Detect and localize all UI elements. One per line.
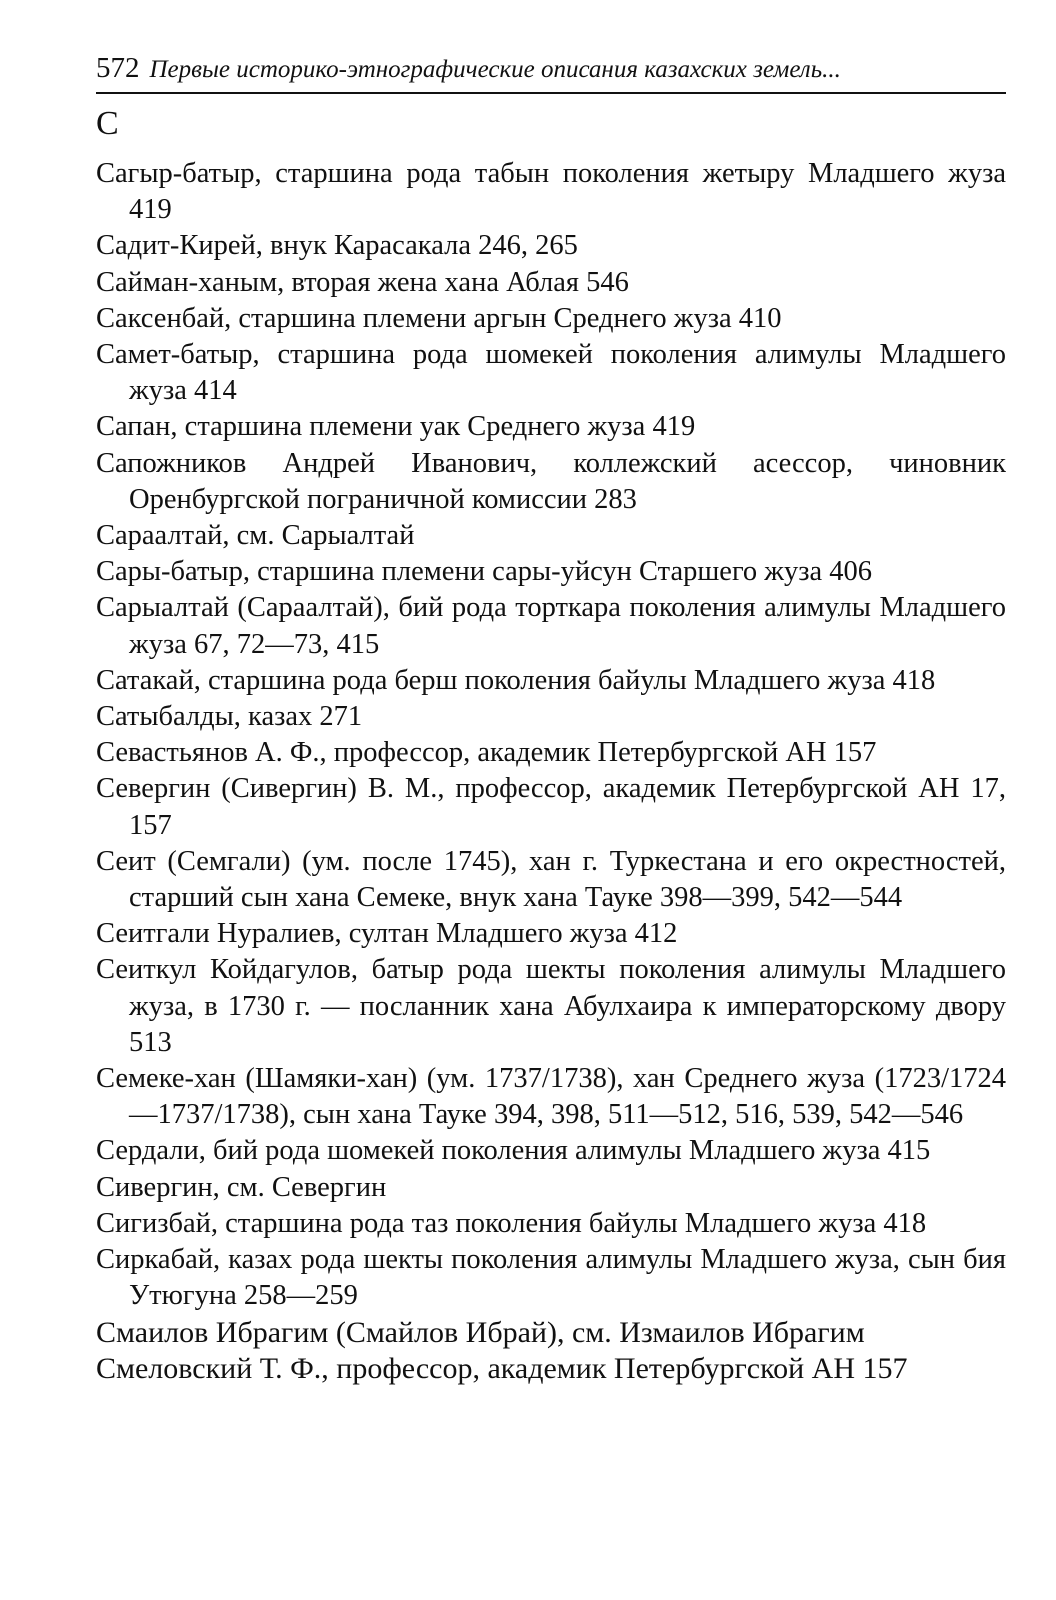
- index-entry: Самет-батыр, старшина рода шомекей поколения алимулы Младшего жуза 414: [96, 339, 1006, 407]
- running-title: Первые историко-этнографические описания казахских земель...: [149, 56, 841, 83]
- index-entry: Сайман-ханым, вторая жена хана Аблая 546: [96, 266, 629, 298]
- index-entry: Сеитгали Нуралиев, султан Младшего жуза 412: [96, 918, 678, 950]
- index-entry: Саксенбай, старшина племени аргын Среднего жуза 410: [96, 302, 782, 334]
- header-rule: [96, 92, 1006, 94]
- index-entry: Сапан, старшина племени уак Среднего жуза 419: [96, 411, 696, 443]
- index-entry: Сатыбалды, казах 271: [96, 701, 363, 733]
- running-head: [96, 50, 1006, 88]
- index-entry: Сары-батыр, старшина племени сары-уйсун Старшего жуза 406: [96, 556, 873, 588]
- index-entry: Сараалтай, см. Сарыалтай: [96, 520, 415, 552]
- index-entry: Садит-Кирей, внук Карасакала 246, 265: [96, 230, 578, 262]
- index-entry: Сердали, бий рода шомекей поколения алимулы Младшего жуза 415: [96, 1135, 931, 1167]
- index-entry: Сигизбай, старшина рода таз поколения байулы Младшего жуза 418: [96, 1207, 927, 1239]
- index-entry: Смаилов Ибрагим (Смайлов Ибрай), см. Измаилов Ибрагим: [96, 1315, 865, 1349]
- index-entry: Сагыр-батыр, старшина рода табын поколения жетыру Младшего жуза 419: [96, 158, 1006, 226]
- index-entries: [96, 156, 1006, 1387]
- index-entry: Сиркабай, казах рода шекты поколения алимулы Младшего жуза, сын бия Утюгуна 258—259: [96, 1244, 1006, 1312]
- index-entry: Сапожников Андрей Иванович, коллежский асессор, чиновник Оренбургской пограничной комиссии 283: [96, 447, 1006, 515]
- index-entry: Сивергин, см. Севергин: [96, 1171, 387, 1203]
- index-entry: Севергин (Сивергин) В. М., профессор, академик Петербургской АН 17, 157: [96, 773, 1006, 841]
- index-entry: Сеиткул Койдагулов, батыр рода шекты поколения алимулы Младшего жуза, в 1730 г. — посланник хана Абулхаира к императорскому двору 513: [96, 954, 1006, 1058]
- index-entry: Севастьянов А. Ф., профессор, академик Петербургской АН 157: [96, 737, 877, 769]
- index-entry: Семеке-хан (Шамяки-хан) (ум. 1737/1738), хан Среднего жуза (1723/1724—1737/1738), сын хана Тауке 394, 398, 511—512, 516, 539, 542—546: [96, 1063, 1006, 1131]
- index-entry: Смеловский Т. Ф., профессор, академик Петербургской АН 157: [96, 1351, 908, 1385]
- section-letter: С: [96, 105, 119, 142]
- index-entry: Сеит (Семгали) (ум. после 1745), хан г. Туркестана и его окрестностей, старший сын хана Семеке, внук хана Тауке 398—399, 542—544: [96, 845, 1006, 914]
- index-page: [96, 50, 1006, 1387]
- page-number: 572: [96, 52, 140, 84]
- index-entry: Сатакай, старшина рода берш поколения байулы Младшего жуза 418: [96, 664, 936, 696]
- index-entry: Сарыалтай (Сараалтай), бий рода торткара поколения алимулы Младшего жуза 67, 72—73, 415: [96, 592, 1006, 660]
